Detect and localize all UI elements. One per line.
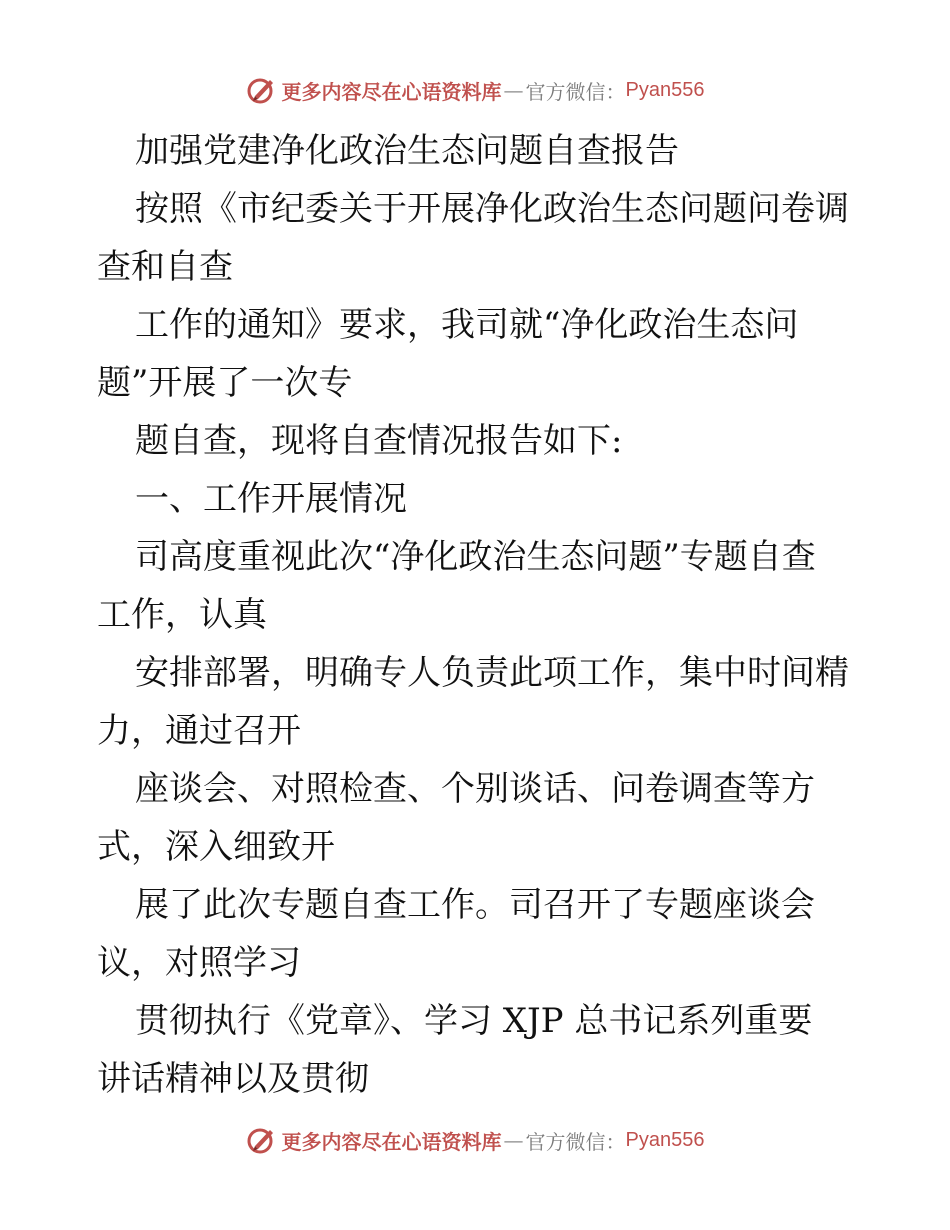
banner-dash: — bbox=[503, 78, 524, 102]
section-heading: 一、工作开展情况 bbox=[135, 479, 407, 519]
wechat-label: 官方微信： bbox=[525, 1129, 626, 1154]
text-line: 按照《市纪委关于开展净化政治生态问题问卷调 bbox=[135, 189, 849, 229]
pen-logo-icon bbox=[246, 1124, 278, 1156]
text-line: 力，通过召开 bbox=[97, 711, 301, 751]
text-line: 讲话精神以及贯彻 bbox=[97, 1059, 369, 1099]
pen-logo-icon bbox=[246, 74, 278, 106]
text-line: 工作，认真 bbox=[97, 595, 267, 635]
site-name: 更多内容尽在心语资料库 bbox=[281, 1129, 502, 1154]
text-line: 查和自查 bbox=[97, 247, 233, 287]
text-line: 贯彻执行《党章》、学习 XJP 总书记系列重要 bbox=[135, 1001, 813, 1041]
text-line: 式，深入细致开 bbox=[97, 827, 335, 867]
text-line: 展了此次专题自查工作。司召开了专题座谈会 bbox=[135, 885, 815, 925]
text-line: 题自查，现将自查情况报告如下: bbox=[135, 421, 623, 461]
footer-banner bbox=[0, 1122, 950, 1158]
header-banner bbox=[0, 72, 950, 108]
text-line: 安排部署，明确专人负责此项工作，集中时间精 bbox=[135, 653, 849, 693]
text-line: 座谈会、对照检查、个别谈话、问卷调查等方 bbox=[135, 769, 815, 809]
wechat-id: Pyan556 bbox=[625, 1128, 705, 1151]
doc-title: 加强党建净化政治生态问题自查报告 bbox=[135, 131, 679, 171]
document-body bbox=[97, 122, 857, 1108]
site-name: 更多内容尽在心语资料库 bbox=[281, 79, 502, 104]
text-line: 司高度重视此次“净化政治生态问题”专题自查 bbox=[135, 537, 816, 577]
text-line: 议，对照学习 bbox=[97, 943, 301, 983]
text-line: 题”开展了一次专 bbox=[97, 363, 353, 403]
wechat-id: Pyan556 bbox=[625, 78, 705, 101]
banner-dash: — bbox=[503, 1128, 524, 1152]
wechat-label: 官方微信： bbox=[525, 79, 626, 104]
text-line: 工作的通知》要求，我司就“净化政治生态问 bbox=[135, 305, 799, 345]
